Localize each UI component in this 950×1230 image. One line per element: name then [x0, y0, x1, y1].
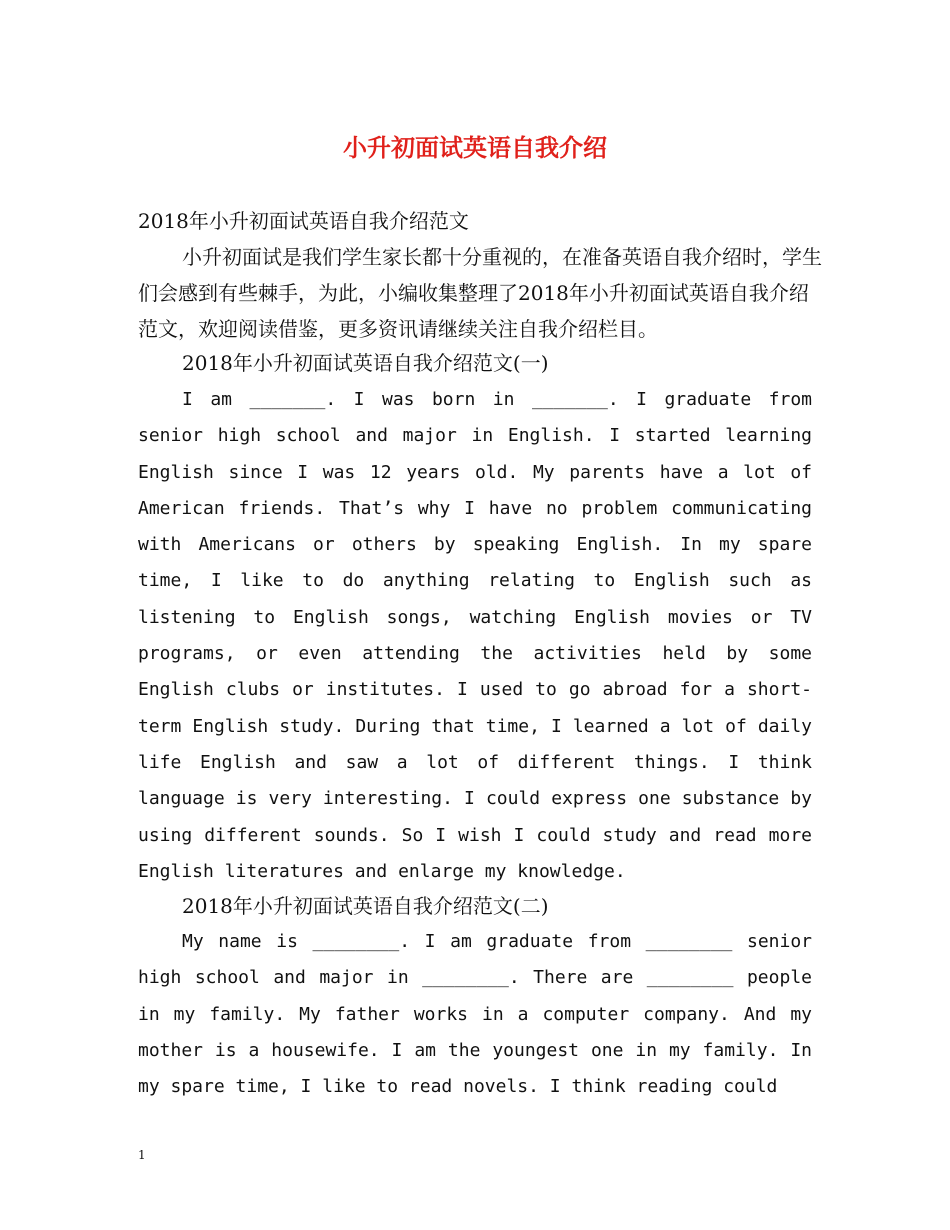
document-title: 小升初面试英语自我介绍 — [343, 133, 607, 162]
section-2-body: My name is ________. I am graduate from ________ senior high school and major in ________. There are ________ people in my family. My father works in a computer company. And my mother is a housewife. I am the youngest one in my family. In my spare time, I like to read novels. I think reading could — [138, 931, 812, 1098]
section-1-body: I am _______. I was born in _______. I graduate from senior high school and major in English. I started learning English since I was 12 years old. My parents have a lot of American friends. That’s why I have no problem communicating with Americans or others by speaking English. In my spare time, I like to do anything relating to English such as listening to English songs, watching English movies or TV programs, or even attending the activities held by some English clubs or institutes. I used to go abroad for a short-term English study. During that time, I learned a lot of daily life English and saw a lot of different things. I think language is very interesting. I could express one substance by using different sounds. So I wish I could study and read more English literatures and enlarge my knowledge. — [138, 389, 812, 882]
document-subtitle: 2018年小升初面试英语自我介绍范文 — [138, 209, 469, 233]
section-1-heading: 2018年小升初面试英语自我介绍范文(一) — [182, 351, 549, 375]
page-number: 1 — [138, 1148, 146, 1162]
section-2-heading: 2018年小升初面试英语自我介绍范文(二) — [182, 894, 549, 918]
intro-paragraph: 小升初面试是我们学生家长都十分重视的，在准备英语自我介绍时，学生们会感到有些棘手，为此，小编收集整理了2018年小升初面试英语自我介绍范文，欢迎阅读借鉴，更多资讯请继续关注自我介绍栏目。 — [138, 245, 822, 341]
